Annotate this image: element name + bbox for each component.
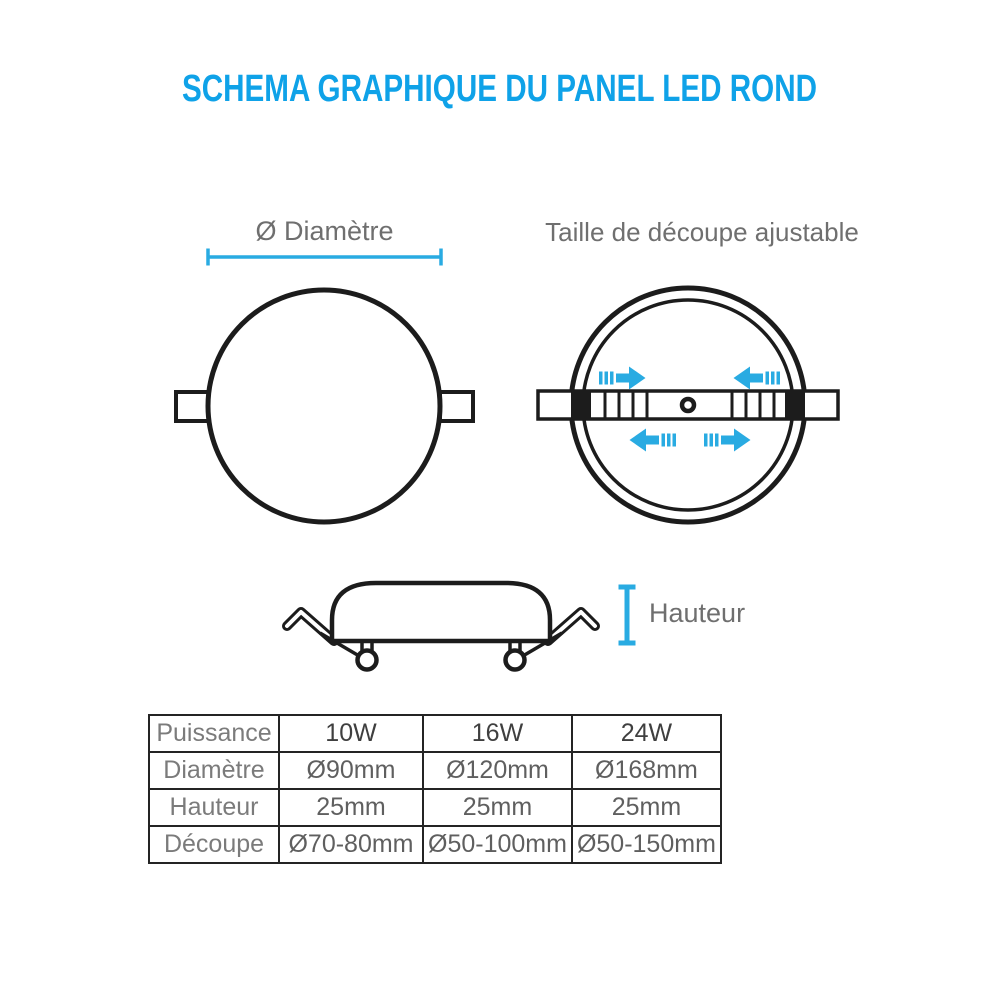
spec-table [148,714,722,864]
spec-cell: Ø50-150mm [572,826,721,863]
spec-cell: 25mm [279,789,423,826]
spec-cell: 25mm [572,789,721,826]
slider-stop-right [785,391,805,419]
spec-row-label: Puissance [149,715,279,752]
table-row-hauteur [149,789,721,826]
spec-cell: Ø90mm [279,752,423,789]
table-row-puissance [149,715,721,752]
spec-row-label: Hauteur [149,789,279,826]
panel-body-profile [332,583,550,641]
slider-center-pin [682,399,694,411]
height-dimension-line [619,587,636,643]
page-title: SCHEMA GRAPHIQUE DU PANEL LED ROND [181,68,818,110]
mounting-tab-right [440,392,473,421]
panel-front-view [176,290,473,522]
panel-cutout-view [538,288,838,522]
spec-row-label: Découpe [149,826,279,863]
spec-cell: 24W [572,715,721,752]
clip-foot-left [358,651,377,670]
mounting-tab-left [176,392,209,421]
spec-row-label: Diamètre [149,752,279,789]
spec-cell: Ø70-80mm [279,826,423,863]
spec-cell: 16W [423,715,572,752]
diameter-label: Ø Diamètre [255,216,394,246]
clip-foot-right [506,651,525,670]
cutout-label: Taille de découpe ajustable [545,217,859,247]
spec-cell: 10W [279,715,423,752]
spec-cell: Ø50-100mm [423,826,572,863]
spec-cell: Ø168mm [572,752,721,789]
table-row-decoupe [149,826,721,863]
height-label: Hauteur [649,598,746,628]
diameter-dimension-line [208,249,441,266]
panel-outline [208,290,440,522]
panel-side-view [287,583,595,670]
table-row-diametre [149,752,721,789]
slider-stop-left [571,391,591,419]
spec-cell: Ø120mm [423,752,572,789]
spec-cell: 25mm [423,789,572,826]
